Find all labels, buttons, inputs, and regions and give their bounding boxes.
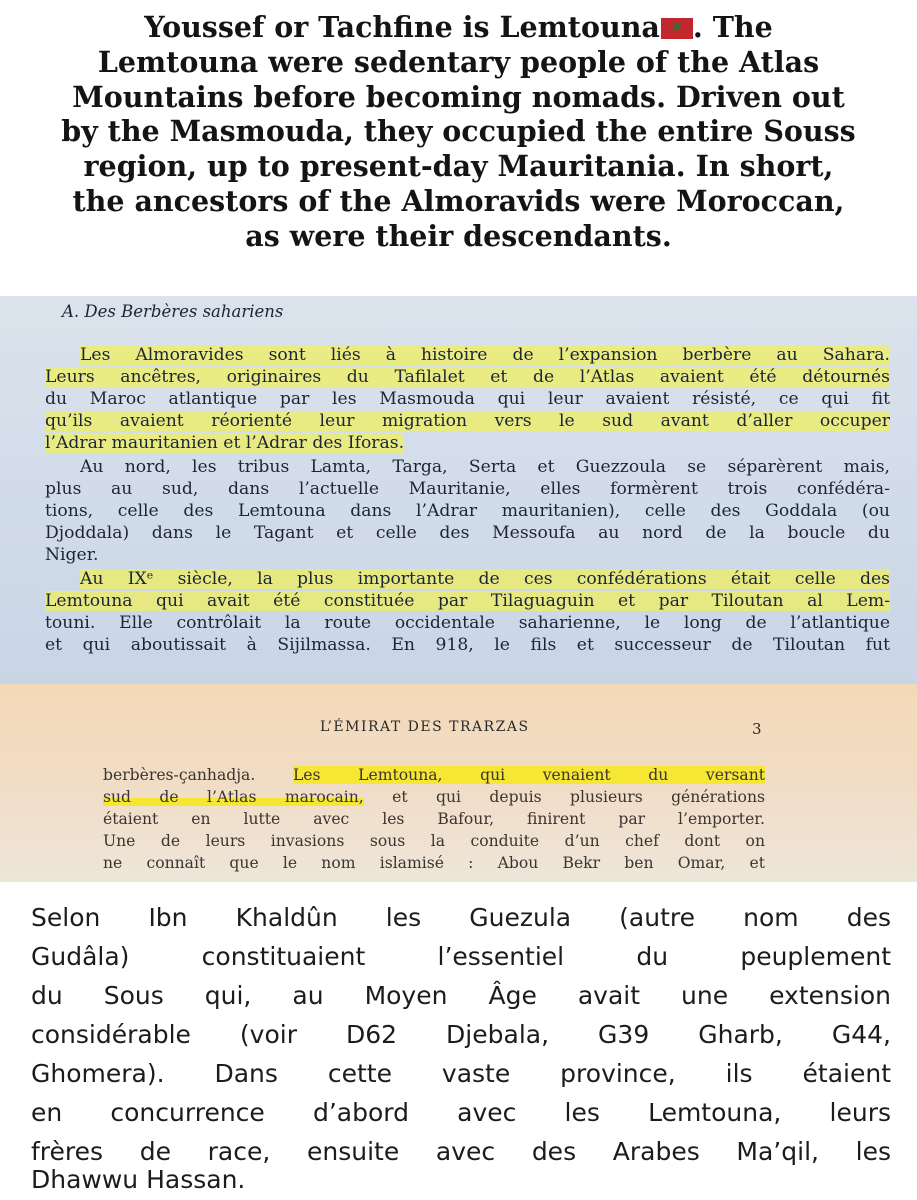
bottom-line: Selon Ibn Khaldûn les Guezula (autre nom des (31, 903, 891, 932)
scan1-line: Au nord, les tribus Lamta, Targa, Serta et Guezzoula se séparèrent mais, (80, 457, 890, 477)
scan1-line: et qui aboutissait à Sijilmassa. En 918, le fils et successeur de Tiloutan fut (45, 635, 890, 655)
scan1-line (45, 590, 890, 612)
bottom-line: Dhawwu Hassan. (31, 1165, 246, 1194)
header-line-1-text: Youssef or Tachfine is Lemtouna (144, 10, 660, 44)
highlighted-text: Les Lemtouna, qui venaient du versant (292, 766, 765, 784)
bottom-line: considérable (voir D62 Djebala, G39 Gharb, G44, (31, 1020, 891, 1049)
scan1-line: Djoddala) dans le Tagant et celle des Messoufa au nord de la boucle du (45, 523, 890, 543)
scan2-line: Une de leurs invasions sous la conduite d’un chef dont on (103, 832, 765, 850)
bottom-line: du Sous qui, au Moyen Âge avait une extension (31, 981, 891, 1010)
running-head: L’ÉMIRAT DES TRARZAS (320, 719, 530, 735)
scan1-line: du Maroc atlantique par les Masmouda qui leur avaient résisté, ce qui fit (45, 389, 890, 409)
scan1-line (45, 366, 890, 388)
scan2-line: étaient en lutte avec les Bafour, finirent par l’emporter. (103, 810, 765, 828)
header-line-6: the ancestors of the Almoravids were Moroccan, (72, 183, 845, 218)
bottom-line: Gudâla) constituaient l’essentiel du peuplement (31, 942, 891, 971)
moroccan-flag-icon (661, 18, 693, 39)
scan1-line (45, 432, 890, 454)
highlighted-text: Au IXᵉ siècle, la plus importante de ces confédérations était celle des (80, 569, 890, 589)
header-line-3: Mountains before becoming nomads. Driven out (72, 79, 845, 114)
scan1-line (80, 568, 890, 590)
scan2-text: et qui depuis plusieurs générations (392, 788, 765, 806)
scan1-line: touni. Elle contrôlait la route occidentale saharienne, le long de l’atlantique (45, 613, 890, 633)
header-line-4: by the Masmouda, they occupied the entire Souss (61, 114, 856, 149)
highlighted-text: l’Adrar mauritanien et l’Adrar des Iforas. (45, 433, 405, 453)
header-line-2: Lemtouna were sedentary people of the Atlas (97, 44, 820, 79)
header-line-1-tail: . The (692, 10, 773, 44)
highlighted-text: Leurs ancêtres, originaires du Tafilalet et de l’Atlas avaient été détournés (45, 367, 890, 387)
bottom-line: frères de race, ensuite avec des Arabes Ma’qil, les (31, 1137, 891, 1166)
highlighted-text: Lemtouna qui avait été constituée par Tilaguaguin et par Tiloutan al Lem- (45, 591, 890, 611)
scan1-line (80, 344, 890, 366)
book-scan-trarzas (0, 684, 917, 882)
scan2-text: berbères-çanhadja. (103, 766, 256, 784)
highlighted-text: qu’ils avaient réorienté leur migration vers le sud avant d’aller occuper (45, 411, 890, 431)
scan1-line: plus au sud, dans l’actuelle Mauritanie, elles formèrent trois confédéra- (45, 479, 890, 499)
highlighted-text: Les Almoravides sont liés à histoire de l’expansion berbère au Sahara. (80, 345, 890, 365)
book-scan-almoravides (0, 296, 917, 684)
scan1-line: Niger. (45, 545, 99, 565)
bottom-line: Ghomera). Dans cette vaste province, ils étaient (31, 1059, 891, 1088)
scan2-line (103, 764, 765, 786)
highlighted-text: sud de l’Atlas marocain, (103, 788, 364, 806)
scan1-line: tions, celle des Lemtouna dans l’Adrar mauritanien), celle des Goddala (ou (45, 501, 890, 521)
header-line-1 (0, 10, 917, 45)
bottom-paragraph (0, 882, 917, 1200)
bottom-line: en concurrence d’abord avec les Lemtouna, leurs (31, 1098, 891, 1127)
header-caption (0, 0, 917, 296)
header-line-5: region, up to present-day Mauritania. In short, (83, 149, 834, 184)
header-line-7: as were their descendants. (245, 218, 672, 253)
page-number: 3 (752, 720, 762, 738)
scan2-line (103, 786, 765, 808)
scan2-line: ne connaît que le nom islamisé : Abou Bekr ben Omar, et (103, 854, 765, 872)
scan1-line (45, 410, 890, 432)
section-heading: A. Des Berbères sahariens (62, 302, 284, 321)
